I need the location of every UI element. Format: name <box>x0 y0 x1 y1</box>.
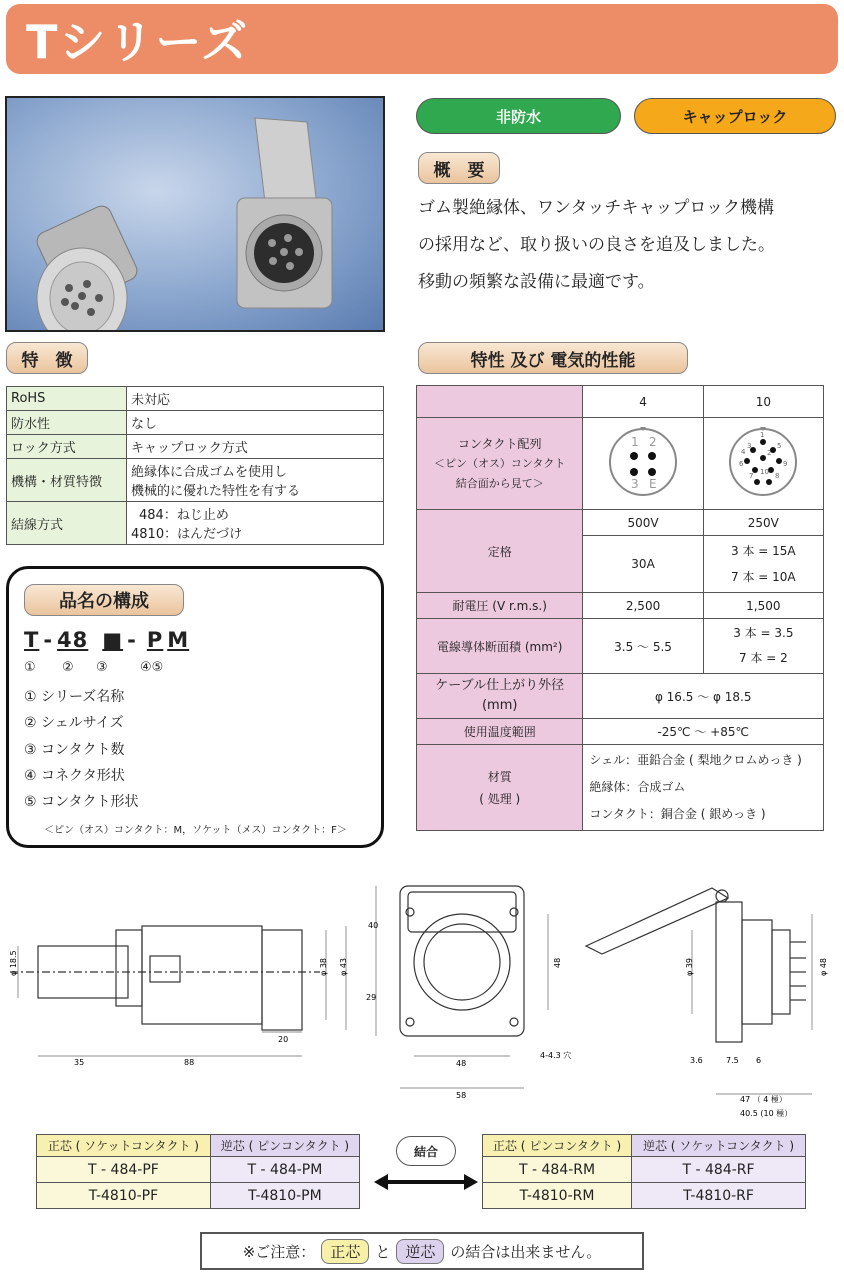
socket-image <box>237 118 332 308</box>
front-dim-lines <box>376 886 548 1088</box>
part-number: T-4810-PM <box>210 1183 359 1209</box>
overview-line: 移動の頻繁な設備に最適です。 <box>418 272 655 292</box>
overview-heading: 概 要 <box>418 152 500 184</box>
page-title: Tシリーズ <box>26 15 250 69</box>
dim-label: 88 <box>184 1058 195 1067</box>
feature-label: 機構・材質特徴 <box>7 459 127 502</box>
cable-diameter-label-line: (mm) <box>481 698 518 713</box>
table-row <box>417 619 824 674</box>
table-row <box>417 719 824 745</box>
dim-label: 29 <box>366 993 377 1002</box>
non-waterproof-badge: 非防水 <box>416 98 621 134</box>
specs-heading: 特性 及び 電気的性能 <box>418 342 688 374</box>
voltage-10: 250V <box>703 510 823 536</box>
part-number: T - 484-RF <box>632 1157 806 1183</box>
column-header: 正芯 ( ピンコンタクト ) <box>483 1135 632 1157</box>
pin-label: 1 <box>631 435 639 449</box>
composition-item: ③ コンタクト数 <box>24 742 125 758</box>
cable-diameter-label-line: ケーブル仕上がり外径 <box>435 678 565 693</box>
part-number: T-4810-RM <box>483 1183 632 1209</box>
feature-value-line: 484：ねじ止め <box>139 508 229 523</box>
notice-mid: と <box>375 1242 391 1261</box>
part-number: T - 484-PF <box>37 1157 211 1183</box>
temperature-label: 使用温度範囲 <box>417 719 583 745</box>
feature-value-line: 機械的に優れた特性を有する <box>131 484 301 499</box>
overview-line: ゴム製絶縁体、ワンタッチキャップロック機構 <box>418 198 774 218</box>
feature-value: キャップロック方式 <box>127 435 384 459</box>
dim-label: 20 <box>278 1035 289 1044</box>
column-header: 逆芯 ( ソケットコンタクト ) <box>632 1135 806 1157</box>
code-marker: ① <box>24 660 36 675</box>
part-number: T-4810-RF <box>632 1183 806 1209</box>
withstand-10: 1,500 <box>703 593 823 619</box>
pin-layout-4 <box>583 418 703 510</box>
socket-front-drawing <box>400 886 524 1036</box>
dim-label: 4-4.3 穴 <box>540 1051 572 1060</box>
table-row <box>37 1183 360 1209</box>
dim-label: 3.6 <box>690 1056 703 1065</box>
dim-label: 40 <box>368 921 379 930</box>
feature-label: 結線方式 <box>7 502 127 545</box>
column-header: 逆芯 ( ピンコンタクト ) <box>210 1135 359 1157</box>
connector-illustration <box>7 98 385 332</box>
contact-layout-label <box>417 418 583 510</box>
dim-label: 58 <box>456 1091 467 1100</box>
dim-label: 47 （ 4 極） <box>740 1095 787 1104</box>
part-number: T - 484-RM <box>483 1157 632 1183</box>
technical-drawing <box>0 872 844 1130</box>
dim-label: 35 <box>74 1058 85 1067</box>
column-header: 正芯 ( ソケットコンタクト ) <box>37 1135 211 1157</box>
col-header-10: 10 <box>703 386 823 418</box>
pin-label: 2 <box>649 435 657 449</box>
table-row <box>7 411 384 435</box>
features-table <box>6 386 384 545</box>
code-dash: - <box>43 628 54 652</box>
dim-label: 48 <box>456 1059 467 1068</box>
composition-item: ④ コネクタ形状 <box>24 768 125 784</box>
table-row <box>37 1135 360 1157</box>
col-header-4: 4 <box>583 386 703 418</box>
wire-area-4: 3.5 ～ 5.5 <box>583 619 703 674</box>
code-contact-count: ■ <box>102 628 124 652</box>
wire-area-10-line: 3 本 = 3.5 <box>733 626 794 640</box>
pin-label: 6 <box>739 460 744 468</box>
withstand-label: 耐電圧 (V r.m.s.) <box>417 593 583 619</box>
material-value <box>583 745 824 831</box>
pin-label: 5 <box>777 442 782 450</box>
pin-label: 9 <box>783 460 788 468</box>
wire-area-10 <box>703 619 823 674</box>
table-row <box>483 1183 806 1209</box>
code-marker: ② <box>62 660 74 675</box>
pin-label: 3 <box>631 477 639 491</box>
dim-label: φ 39 <box>685 958 694 976</box>
dim-label: 48 <box>553 957 562 968</box>
feature-value-line: 絶縁体に合成ゴムを使用し <box>131 465 288 480</box>
current-10-line: 7 本 = 10A <box>731 570 796 584</box>
composition-item: ① シリーズ名称 <box>24 689 125 705</box>
withstand-4: 2,500 <box>583 593 703 619</box>
dim-label: 6 <box>756 1056 762 1065</box>
code-marker: ③ <box>96 660 108 675</box>
current-10-line: 3 本 = 15A <box>731 544 796 558</box>
material-label-line: 材質 <box>487 769 512 784</box>
dim-label: 7.5 <box>726 1056 739 1065</box>
overview-text <box>418 190 842 301</box>
dim-label: φ 18.5 <box>9 950 18 976</box>
part-number: T - 484-PM <box>210 1157 359 1183</box>
notice-standard: 正芯 <box>321 1239 369 1264</box>
table-row <box>7 435 384 459</box>
code-dash: - <box>127 628 137 652</box>
cable-diameter-label <box>417 674 583 719</box>
dim-label: 40.5 (10 極） <box>740 1109 793 1118</box>
current-10 <box>703 536 823 593</box>
pin10-diagram <box>727 426 799 498</box>
feature-value: 未対応 <box>127 387 384 411</box>
code-series: T <box>24 628 40 652</box>
part-number: T-4810-PF <box>37 1183 211 1209</box>
table-row <box>7 459 384 502</box>
pin-label: E <box>649 477 657 491</box>
spec-corner <box>417 386 583 418</box>
dim-label: φ 43 <box>339 958 348 976</box>
contact-layout-sub: ＜ピン（オス）コンタクト <box>433 456 566 470</box>
mating-arrow-icon <box>372 1172 480 1192</box>
features-heading: 特 徴 <box>6 342 88 374</box>
temperature-value: -25℃ ～ +85℃ <box>583 719 824 745</box>
notice-reverse: 逆芯 <box>396 1239 444 1264</box>
pin-label: 1 <box>760 431 765 439</box>
composition-note: ＜ピン（オス）コンタクト：M，ソケット（メス）コンタクト：F＞ <box>44 825 347 836</box>
table-row <box>417 674 824 719</box>
pin-label: 2 <box>767 449 772 457</box>
pin4-diagram <box>607 426 679 498</box>
voltage-4: 500V <box>583 510 703 536</box>
notice-prefix: ※ご注意： <box>242 1242 316 1261</box>
table-row <box>7 387 384 411</box>
contact-layout-sub: 結合面から見て＞ <box>455 476 544 490</box>
product-code <box>24 628 189 652</box>
notice-suffix: の結合は出来ません。 <box>450 1242 602 1261</box>
table-row <box>417 593 824 619</box>
code-marker: ④⑤ <box>140 660 164 675</box>
rating-label: 定格 <box>417 510 583 593</box>
table-row <box>417 386 824 418</box>
pin-label: 10 <box>760 468 770 476</box>
table-row <box>7 502 384 545</box>
wire-area-label: 電線導体断面積 (mm²) <box>417 619 583 674</box>
material-label <box>417 745 583 831</box>
code-connector-type: P <box>146 628 164 652</box>
specs-table <box>416 385 824 831</box>
composition-item: ⑤ コンタクト形状 <box>24 794 139 810</box>
material-line: コンタクト：銅合金 ( 銀めっき ) <box>589 807 766 821</box>
pin-label: 4 <box>741 448 746 456</box>
table-row <box>37 1157 360 1183</box>
material-line: 絶縁体：合成ゴム <box>589 780 686 794</box>
wire-area-10-line: 7 本 = 2 <box>738 651 788 665</box>
pin-label: 3 <box>747 442 752 450</box>
feature-value <box>127 459 384 502</box>
material-label-line: ( 処理 ) <box>479 791 521 806</box>
product-photo <box>5 96 385 332</box>
composition-item: ② シェルサイズ <box>24 715 124 731</box>
cable-diameter-value: φ 16.5 ～ φ 18.5 <box>583 674 824 719</box>
table-row <box>417 510 824 536</box>
side-dim-lines <box>692 914 812 1094</box>
table-row <box>417 745 824 831</box>
feature-value: なし <box>127 411 384 435</box>
mating-label: 結合 <box>396 1136 456 1166</box>
pin-label: 7 <box>749 472 754 480</box>
code-shell-size: 48 <box>57 628 89 652</box>
table-row <box>417 418 824 510</box>
left-combination-table <box>36 1134 360 1209</box>
pin-label: 8 <box>775 472 780 480</box>
feature-label: ロック方式 <box>7 435 127 459</box>
socket-side-drawing <box>586 888 806 1042</box>
plug-image <box>34 203 140 332</box>
feature-label: 防水性 <box>7 411 127 435</box>
dim-label: φ 38 <box>319 958 328 976</box>
plug-drawing <box>10 926 320 1030</box>
overview-line: の採用など、取り扱いの良さを追及しました。 <box>418 235 775 255</box>
feature-value-line: 4810：はんだづけ <box>131 527 243 542</box>
code-contact-type: M <box>167 628 190 652</box>
current-4: 30A <box>583 536 703 593</box>
dim-label: φ 48 <box>819 958 828 976</box>
caution-notice <box>200 1232 644 1270</box>
composition-heading: 品名の構成 <box>24 584 184 616</box>
feature-value <box>127 502 384 545</box>
table-row <box>483 1157 806 1183</box>
contact-layout-title: コンタクト配列 <box>457 436 542 451</box>
feature-label: RoHS <box>7 387 127 411</box>
pin-layout-10 <box>703 418 823 510</box>
right-combination-table <box>482 1134 806 1209</box>
material-line: シェル：亜鉛合金 ( 梨地クロムめっき ) <box>589 753 802 767</box>
table-row <box>483 1135 806 1157</box>
cap-lock-badge: キャップロック <box>634 98 836 134</box>
